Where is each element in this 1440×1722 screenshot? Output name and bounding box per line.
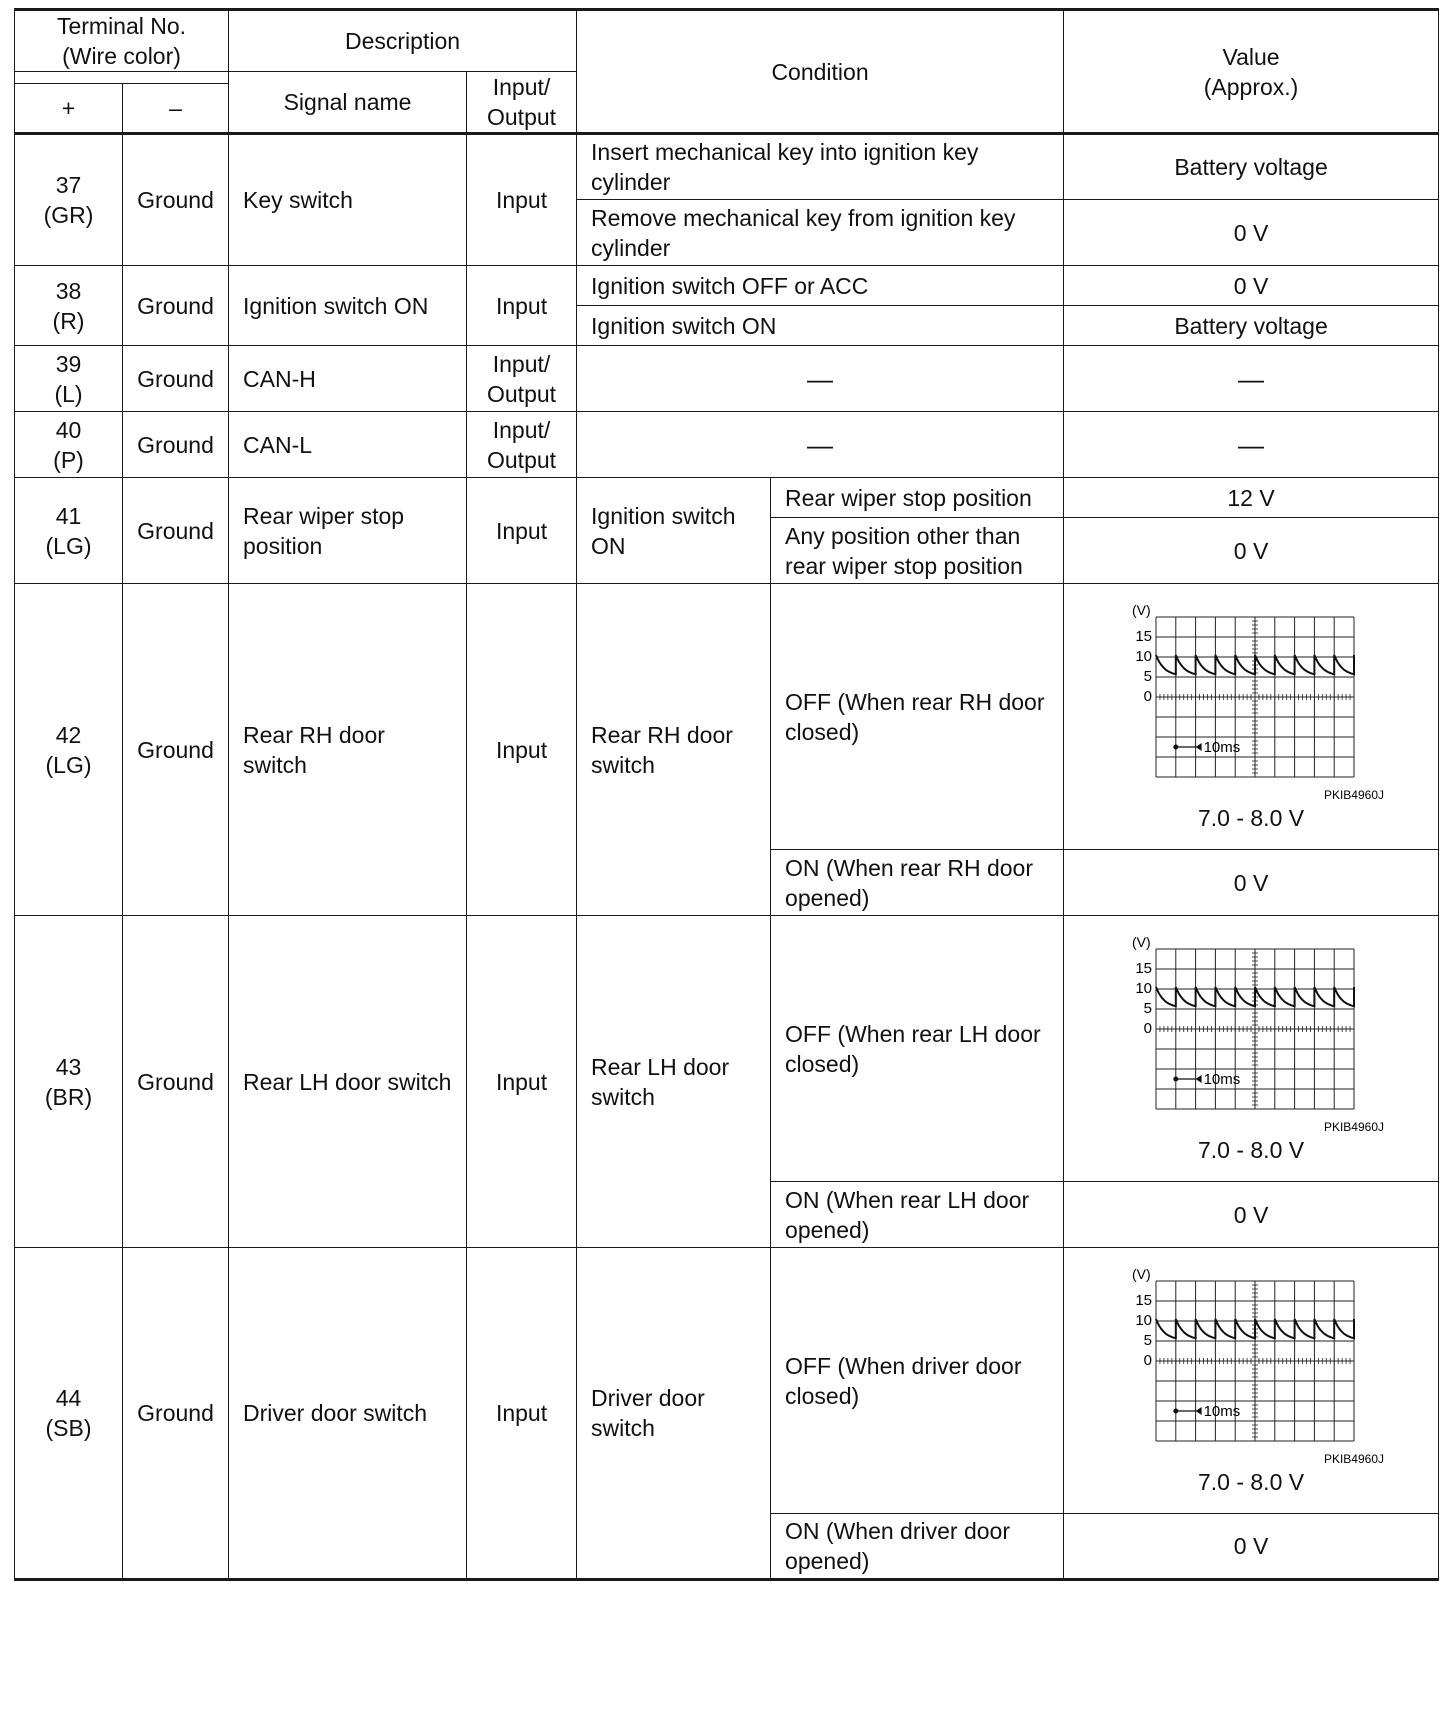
signal-name-cell: Key switch: [229, 134, 467, 266]
y-tick-label: 5: [1143, 999, 1153, 1017]
header-condition: Condition: [577, 10, 1064, 134]
waveform-svg: [1116, 1265, 1386, 1465]
value-text: 7.0 - 8.0 V: [1197, 1136, 1305, 1163]
time-marker-arrow: [1196, 1407, 1202, 1415]
y-tick-label: 5: [1143, 667, 1153, 685]
figure-id-label: PKIB4960J: [1323, 787, 1385, 801]
io-cell: Input/ Output: [467, 412, 577, 478]
signal-name-cell: Rear wiper stop position: [229, 478, 467, 584]
io-cell: Input/ Output: [467, 346, 577, 412]
condition-cell: Ignition switch ON: [577, 306, 1064, 346]
io-cell: Input: [467, 584, 577, 916]
terminal-number: 37: [55, 172, 82, 198]
value-waveform-cell: [1064, 1248, 1439, 1514]
ground-cell: Ground: [123, 412, 229, 478]
terminal-40: [15, 412, 123, 478]
condition-sub-cell: OFF (When rear LH door closed): [771, 916, 1064, 1182]
header-terminal-no: [15, 10, 229, 72]
ground-cell: Ground: [123, 134, 229, 266]
terminal-38: [15, 266, 123, 346]
y-tick-label: 10: [1135, 1311, 1153, 1329]
waveform-svg: [1116, 601, 1386, 801]
value-cell: Battery voltage: [1064, 134, 1439, 200]
condition-sub-cell: ON (When driver door opened): [771, 1514, 1064, 1580]
time-marker-label: 10ms: [1203, 1070, 1241, 1088]
value-cell: 0 V: [1064, 1514, 1439, 1580]
y-unit-label: (V): [1132, 1265, 1151, 1282]
header-signal-name: Signal name: [229, 72, 467, 134]
terminal-number: 40: [55, 416, 82, 443]
terminal-number: 41: [55, 502, 82, 529]
value-cell: 0 V: [1064, 518, 1439, 584]
condition-main-cell: Rear RH door switch: [577, 584, 771, 916]
header-terminal-no-text: Terminal No.: [56, 13, 187, 39]
y-tick-label: 10: [1135, 647, 1153, 665]
waveform-figure: [1070, 933, 1432, 1133]
terminal-number: 38: [55, 277, 82, 304]
value-text: 7.0 - 8.0 V: [1197, 804, 1305, 831]
waveform-figure: [1070, 601, 1432, 801]
waveform-trace: [1156, 1319, 1354, 1338]
time-marker-arrow: [1196, 1075, 1202, 1083]
header-description: Description: [229, 10, 577, 72]
header-plus: +: [15, 83, 123, 133]
terminal-number: 44: [55, 1385, 82, 1411]
y-tick-label: 5: [1143, 1331, 1153, 1349]
value-text: 7.0 - 8.0 V: [1197, 1468, 1305, 1495]
value-waveform-cell: [1064, 584, 1439, 850]
y-tick-label: 0: [1143, 1019, 1153, 1037]
y-tick-label: 15: [1135, 959, 1153, 977]
value-cell: 0 V: [1064, 200, 1439, 266]
wire-color: (SB): [45, 1415, 92, 1441]
terminal-43: [15, 916, 123, 1248]
value-cell: 0 V: [1064, 1182, 1439, 1248]
ground-cell: Ground: [123, 584, 229, 916]
wire-color: (GR): [43, 202, 94, 228]
time-marker-label: 10ms: [1203, 738, 1241, 756]
io-cell: Input: [467, 134, 577, 266]
io-cell: Input: [467, 478, 577, 584]
ground-cell: Ground: [123, 1248, 229, 1580]
condition-main-cell: Driver door switch: [577, 1248, 771, 1580]
value-waveform-cell: [1064, 916, 1439, 1182]
signal-name-cell: Rear RH door switch: [229, 584, 467, 916]
condition-cell: —: [577, 346, 1064, 412]
signal-name-cell: CAN-L: [229, 412, 467, 478]
y-tick-label: 0: [1143, 1351, 1153, 1369]
value-cell: 0 V: [1064, 266, 1439, 306]
terminal-44: [15, 1248, 123, 1580]
header-input-output: Input/ Output: [467, 72, 577, 134]
value-cell: —: [1064, 346, 1439, 412]
condition-main-cell: Rear LH door switch: [577, 916, 771, 1248]
header-approx-text: (Approx.): [1203, 73, 1299, 100]
ground-cell: Ground: [123, 478, 229, 584]
wire-color: (LG): [45, 532, 92, 559]
ground-cell: Ground: [123, 266, 229, 346]
waveform-trace: [1156, 655, 1354, 674]
time-marker-arrow: [1196, 743, 1202, 751]
value-cell: Battery voltage: [1064, 306, 1439, 346]
terminal-number: 43: [55, 1053, 82, 1080]
header-value-text: Value: [1222, 43, 1280, 70]
y-unit-label: (V): [1132, 933, 1151, 950]
header-wire-color-text: (Wire color): [62, 43, 181, 69]
condition-sub-cell: OFF (When rear RH door closed): [771, 584, 1064, 850]
io-cell: Input: [467, 266, 577, 346]
signal-name-cell: CAN-H: [229, 346, 467, 412]
time-marker-dot: [1173, 1408, 1178, 1413]
condition-cell: Insert mechanical key into ignition key cylinder: [577, 134, 1064, 200]
waveform-trace: [1156, 987, 1354, 1006]
condition-sub-cell: ON (When rear RH door opened): [771, 850, 1064, 916]
wire-color: (BR): [44, 1083, 93, 1110]
terminal-table-container: [14, 8, 1438, 1581]
terminal-41: [15, 478, 123, 584]
terminal-42: [15, 584, 123, 916]
figure-id-label: PKIB4960J: [1323, 1451, 1385, 1465]
time-marker-dot: [1173, 744, 1178, 749]
waveform-figure: [1070, 1265, 1432, 1465]
y-tick-label: 15: [1135, 627, 1153, 645]
value-cell: 0 V: [1064, 850, 1439, 916]
signal-name-cell: Rear LH door switch: [229, 916, 467, 1248]
signal-name-cell: Ignition switch ON: [229, 266, 467, 346]
wire-color: (L): [54, 380, 83, 407]
header-value: [1064, 10, 1439, 134]
waveform-svg: [1116, 933, 1386, 1133]
wire-color: (R): [52, 307, 85, 334]
y-tick-label: 0: [1143, 687, 1153, 705]
signal-name-cell: Driver door switch: [229, 1248, 467, 1580]
condition-sub-cell: ON (When rear LH door opened): [771, 1182, 1064, 1248]
time-marker-label: 10ms: [1203, 1402, 1241, 1420]
y-tick-label: 15: [1135, 1291, 1153, 1309]
y-tick-label: 10: [1135, 979, 1153, 997]
header-terminal-spacer: [15, 72, 229, 84]
y-unit-label: (V): [1132, 601, 1151, 618]
io-cell: Input: [467, 916, 577, 1248]
condition-sub-cell: OFF (When driver door closed): [771, 1248, 1064, 1514]
terminal-number: 39: [55, 350, 82, 377]
time-marker-dot: [1173, 1076, 1178, 1081]
condition-sub-cell: Any position other than rear wiper stop position: [771, 518, 1064, 584]
figure-id-label: PKIB4960J: [1323, 1119, 1385, 1133]
terminal-table: [14, 8, 1439, 1581]
io-cell: Input: [467, 1248, 577, 1580]
ground-cell: Ground: [123, 346, 229, 412]
terminal-37: [15, 134, 123, 266]
condition-cell: Ignition switch OFF or ACC: [577, 266, 1064, 306]
condition-cell: —: [577, 412, 1064, 478]
header-minus: –: [123, 83, 229, 133]
wire-color: (P): [53, 446, 84, 473]
condition-main-cell: Ignition switch ON: [577, 478, 771, 584]
condition-sub-cell: Rear wiper stop position: [771, 478, 1064, 518]
value-cell: —: [1064, 412, 1439, 478]
value-cell: 12 V: [1064, 478, 1439, 518]
terminal-number: 42: [55, 721, 82, 748]
condition-cell: Remove mechanical key from ignition key cylinder: [577, 200, 1064, 266]
wire-color: (LG): [45, 751, 92, 778]
terminal-39: [15, 346, 123, 412]
ground-cell: Ground: [123, 916, 229, 1248]
